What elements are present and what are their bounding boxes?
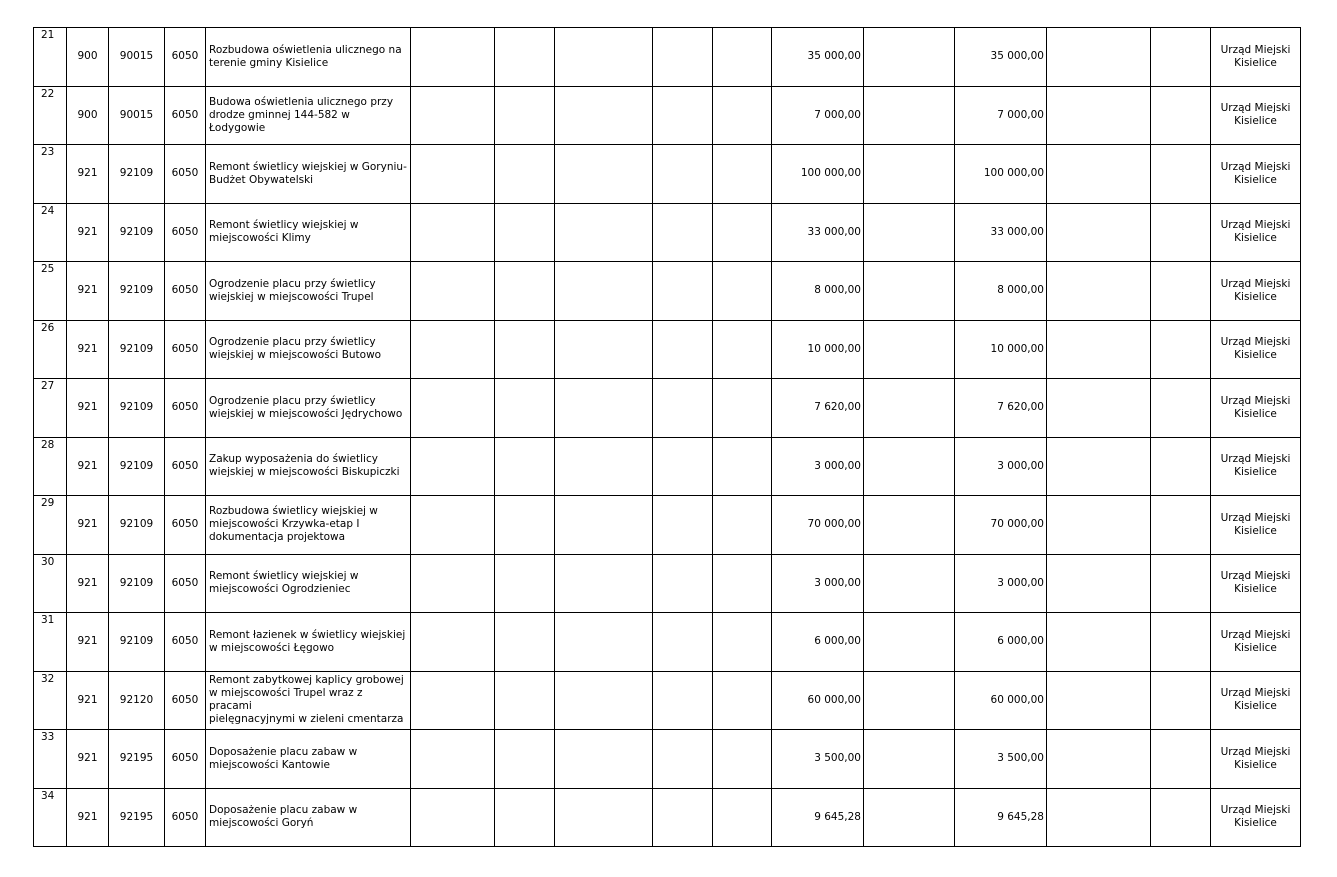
empty-cell [864,28,955,87]
amount-total-cell: 3 000,00 [772,437,864,496]
task-description-cell-line: Ogrodzenie placu przy świetlicy [209,394,376,407]
responsible-unit-cell [1211,28,1301,87]
empty-cell [864,437,955,496]
responsible-unit-cell-line: Kisielice [1234,524,1277,537]
empty-cell [864,730,955,789]
row-number-cell: 29 [34,496,67,555]
task-description-cell-line: miejscowości Goryń [209,817,314,830]
empty-cell [555,496,653,555]
empty-cell [555,671,653,730]
empty-cell [411,262,495,321]
responsible-unit-cell-line: Urząd Miejski [1220,219,1291,232]
empty-cell [653,145,713,204]
empty-cell [1047,671,1151,730]
task-description-cell [206,203,411,262]
responsible-unit-cell [1211,437,1301,496]
amount-total-cell: 7 620,00 [772,379,864,438]
empty-cell [495,203,555,262]
row-number-cell: 26 [34,320,67,379]
empty-cell [495,788,555,847]
table-body [34,28,1301,847]
paragraph-code-cell: 6050 [165,730,206,789]
amount-total-cell: 10 000,00 [772,320,864,379]
responsible-unit-cell [1211,86,1301,145]
responsible-unit-cell-line: Urząd Miejski [1220,394,1291,407]
chapter-code-cell: 92109 [109,613,165,672]
empty-cell [495,145,555,204]
task-description-cell-line: miejscowości Krzywka-etap I [209,518,360,531]
amount-total-cell: 35 000,00 [772,28,864,87]
chapter-code-cell: 92109 [109,379,165,438]
empty-cell [411,145,495,204]
chapter-code-cell: 92120 [109,671,165,730]
task-description-cell-line: Remont świetlicy wiejskiej w [209,570,359,583]
row-number-cell: 30 [34,554,67,613]
paragraph-code-cell: 6050 [165,320,206,379]
row-number-cell: 21 [34,28,67,87]
responsible-unit-cell [1211,730,1301,789]
responsible-unit-cell-line: Kisielice [1234,758,1277,771]
responsible-unit-cell-line: Kisielice [1234,290,1277,303]
empty-cell [411,28,495,87]
responsible-unit-cell-line: Kisielice [1234,817,1277,830]
section-code-cell: 921 [67,788,109,847]
task-description-cell [206,379,411,438]
empty-cell [411,613,495,672]
empty-cell [1047,379,1151,438]
responsible-unit-cell-line: Kisielice [1234,466,1277,479]
empty-cell [495,554,555,613]
task-description-cell-line: drodze gminnej 144-582 w Łodygowie [209,108,350,134]
empty-cell [555,554,653,613]
row-number-cell: 25 [34,262,67,321]
task-description-cell-line: pielęgnacyjnymi w zieleni cmentarza [209,713,404,726]
task-description-cell-line: terenie gminy Kisielice [209,56,329,69]
table-row [34,613,1301,672]
empty-cell [653,203,713,262]
empty-cell [495,86,555,145]
empty-cell [653,320,713,379]
paragraph-code-cell: 6050 [165,671,206,730]
paragraph-code-cell: 6050 [165,788,206,847]
empty-cell [653,496,713,555]
task-description-cell [206,28,411,87]
responsible-unit-cell [1211,788,1301,847]
amount-own-funds-cell: 7 000,00 [955,86,1047,145]
empty-cell [713,379,772,438]
empty-cell [653,379,713,438]
responsible-unit-cell-line: Urząd Miejski [1220,160,1291,173]
section-code-cell: 921 [67,262,109,321]
responsible-unit-cell-line: Urząd Miejski [1220,511,1291,524]
empty-cell [1047,437,1151,496]
task-description-cell-line: Remont świetlicy wiejskiej w [209,219,359,232]
empty-cell [411,86,495,145]
amount-total-cell: 3 500,00 [772,730,864,789]
empty-cell [864,671,955,730]
empty-cell [713,613,772,672]
row-number-cell: 27 [34,379,67,438]
task-description-cell-line: Zakup wyposażenia do świetlicy [209,453,378,466]
section-code-cell: 921 [67,320,109,379]
responsible-unit-cell-line: Kisielice [1234,349,1277,362]
empty-cell [1151,496,1211,555]
empty-cell [495,320,555,379]
paragraph-code-cell: 6050 [165,613,206,672]
task-description-cell-line: Budowa oświetlenia ulicznego przy [209,95,394,108]
table-row [34,496,1301,555]
empty-cell [653,613,713,672]
responsible-unit-cell-line: Urząd Miejski [1220,277,1291,290]
responsible-unit-cell [1211,613,1301,672]
empty-cell [1151,613,1211,672]
task-description-cell-line: Remont łazienek w świetlicy wiejskiej [209,628,406,641]
chapter-code-cell: 92109 [109,554,165,613]
amount-own-funds-cell: 8 000,00 [955,262,1047,321]
empty-cell [411,203,495,262]
table-row [34,145,1301,204]
responsible-unit-cell [1211,203,1301,262]
investment-table [33,27,1301,847]
responsible-unit-cell [1211,320,1301,379]
task-description-cell-line: w miejscowości Łęgowo [209,641,335,654]
empty-cell [1151,554,1211,613]
empty-cell [653,262,713,321]
task-description-cell-line: wiejskiej w miejscowości Jędrychowo [209,407,403,420]
empty-cell [495,437,555,496]
empty-cell [1151,145,1211,204]
amount-own-funds-cell: 35 000,00 [955,28,1047,87]
section-code-cell: 921 [67,145,109,204]
empty-cell [864,145,955,204]
responsible-unit-cell-line: Urząd Miejski [1220,745,1291,758]
amount-total-cell: 7 000,00 [772,86,864,145]
section-code-cell: 921 [67,379,109,438]
empty-cell [555,788,653,847]
empty-cell [411,379,495,438]
empty-cell [1151,730,1211,789]
paragraph-code-cell: 6050 [165,437,206,496]
empty-cell [1151,671,1211,730]
amount-total-cell: 8 000,00 [772,262,864,321]
table-row [34,554,1301,613]
empty-cell [713,28,772,87]
row-number-cell: 33 [34,730,67,789]
empty-cell [555,613,653,672]
empty-cell [864,86,955,145]
empty-cell [411,320,495,379]
amount-own-funds-cell: 10 000,00 [955,320,1047,379]
task-description-cell-line: w miejscowości Trupel wraz z pracami [209,687,363,713]
empty-cell [864,613,955,672]
task-description-cell [206,437,411,496]
responsible-unit-cell [1211,496,1301,555]
empty-cell [411,788,495,847]
row-number-cell: 28 [34,437,67,496]
task-description-cell [206,554,411,613]
task-description-cell-line: Remont świetlicy wiejskiej w Goryniu- [209,160,407,173]
chapter-code-cell: 92109 [109,203,165,262]
amount-own-funds-cell: 3 500,00 [955,730,1047,789]
task-description-cell-line: Ogrodzenie placu przy świetlicy [209,277,376,290]
responsible-unit-cell [1211,262,1301,321]
empty-cell [555,379,653,438]
empty-cell [1047,262,1151,321]
amount-total-cell: 6 000,00 [772,613,864,672]
empty-cell [1151,320,1211,379]
task-description-cell [206,671,411,730]
chapter-code-cell: 92109 [109,496,165,555]
task-description-cell [206,613,411,672]
empty-cell [653,554,713,613]
empty-cell [411,437,495,496]
empty-cell [713,203,772,262]
empty-cell [411,496,495,555]
amount-own-funds-cell: 3 000,00 [955,554,1047,613]
task-description-cell [206,262,411,321]
task-description-cell [206,145,411,204]
chapter-code-cell: 92195 [109,730,165,789]
empty-cell [1151,788,1211,847]
amount-total-cell: 3 000,00 [772,554,864,613]
amount-total-cell: 60 000,00 [772,671,864,730]
empty-cell [555,28,653,87]
empty-cell [1047,86,1151,145]
paragraph-code-cell: 6050 [165,203,206,262]
empty-cell [653,437,713,496]
responsible-unit-cell-line: Kisielice [1234,700,1277,713]
empty-cell [713,496,772,555]
chapter-code-cell: 92195 [109,788,165,847]
amount-total-cell: 33 000,00 [772,203,864,262]
paragraph-code-cell: 6050 [165,554,206,613]
empty-cell [653,671,713,730]
chapter-code-cell: 90015 [109,86,165,145]
section-code-cell: 921 [67,437,109,496]
empty-cell [1151,262,1211,321]
empty-cell [1047,613,1151,672]
empty-cell [713,262,772,321]
empty-cell [713,437,772,496]
section-code-cell: 900 [67,28,109,87]
task-description-cell-line: Rozbudowa świetlicy wiejskiej w [209,505,378,518]
task-description-cell [206,788,411,847]
empty-cell [653,730,713,789]
task-description-cell-line: wiejskiej w miejscowości Trupel [209,290,374,303]
table-row [34,437,1301,496]
empty-cell [495,613,555,672]
task-description-cell-line: Doposażenie placu zabaw w [209,804,358,817]
amount-own-funds-cell: 100 000,00 [955,145,1047,204]
empty-cell [411,554,495,613]
empty-cell [555,145,653,204]
responsible-unit-cell-line: Kisielice [1234,641,1277,654]
table-row [34,320,1301,379]
empty-cell [495,262,555,321]
task-description-cell-line: miejscowości Kantowie [209,758,330,771]
task-description-cell-line: wiejskiej w miejscowości Biskupiczki [209,466,400,479]
task-description-cell-line: Doposażenie placu zabaw w [209,745,358,758]
table-row [34,671,1301,730]
amount-total-cell: 70 000,00 [772,496,864,555]
task-description-cell [206,730,411,789]
amount-total-cell: 9 645,28 [772,788,864,847]
responsible-unit-cell [1211,554,1301,613]
paragraph-code-cell: 6050 [165,379,206,438]
empty-cell [653,86,713,145]
responsible-unit-cell [1211,379,1301,438]
responsible-unit-cell-line: Urząd Miejski [1220,43,1291,56]
empty-cell [1151,437,1211,496]
chapter-code-cell: 90015 [109,28,165,87]
empty-cell [864,554,955,613]
empty-cell [713,86,772,145]
empty-cell [1151,28,1211,87]
amount-own-funds-cell: 3 000,00 [955,437,1047,496]
empty-cell [864,262,955,321]
table-row [34,203,1301,262]
empty-cell [653,788,713,847]
table-row [34,262,1301,321]
section-code-cell: 921 [67,496,109,555]
paragraph-code-cell: 6050 [165,86,206,145]
empty-cell [1047,554,1151,613]
section-code-cell: 921 [67,203,109,262]
row-number-cell: 34 [34,788,67,847]
empty-cell [713,730,772,789]
empty-cell [864,320,955,379]
responsible-unit-cell-line: Kisielice [1234,407,1277,420]
empty-cell [495,28,555,87]
paragraph-code-cell: 6050 [165,145,206,204]
row-number-cell: 32 [34,671,67,730]
empty-cell [864,203,955,262]
table-row [34,86,1301,145]
task-description-cell-line: Budżet Obywatelski [209,173,314,186]
empty-cell [555,203,653,262]
amount-own-funds-cell: 33 000,00 [955,203,1047,262]
responsible-unit-cell-line: Urząd Miejski [1220,336,1291,349]
amount-own-funds-cell: 7 620,00 [955,379,1047,438]
section-code-cell: 921 [67,554,109,613]
empty-cell [495,671,555,730]
responsible-unit-cell-line: Kisielice [1234,583,1277,596]
chapter-code-cell: 92109 [109,145,165,204]
section-code-cell: 900 [67,86,109,145]
empty-cell [864,788,955,847]
empty-cell [411,671,495,730]
empty-cell [555,262,653,321]
paragraph-code-cell: 6050 [165,28,206,87]
empty-cell [713,145,772,204]
section-code-cell: 921 [67,730,109,789]
empty-cell [495,496,555,555]
row-number-cell: 22 [34,86,67,145]
empty-cell [1047,145,1151,204]
empty-cell [713,320,772,379]
section-code-cell: 921 [67,671,109,730]
empty-cell [1047,320,1151,379]
empty-cell [713,554,772,613]
responsible-unit-cell-line: Kisielice [1234,56,1277,69]
task-description-cell-line: dokumentacja projektowa [209,531,346,544]
empty-cell [555,320,653,379]
empty-cell [1047,730,1151,789]
empty-cell [555,86,653,145]
amount-own-funds-cell: 6 000,00 [955,613,1047,672]
responsible-unit-cell-line: Urząd Miejski [1220,453,1291,466]
empty-cell [1151,86,1211,145]
responsible-unit-cell [1211,671,1301,730]
empty-cell [713,788,772,847]
row-number-cell: 24 [34,203,67,262]
task-description-cell-line: Ogrodzenie placu przy świetlicy [209,336,376,349]
task-description-cell-line: Remont zabytkowej kaplicy grobowej [209,674,404,687]
empty-cell [653,28,713,87]
empty-cell [1047,788,1151,847]
amount-total-cell: 100 000,00 [772,145,864,204]
empty-cell [864,496,955,555]
chapter-code-cell: 92109 [109,437,165,496]
empty-cell [1151,203,1211,262]
empty-cell [495,730,555,789]
table-row [34,379,1301,438]
empty-cell [1047,28,1151,87]
amount-own-funds-cell: 9 645,28 [955,788,1047,847]
task-description-cell-line: wiejskiej w miejscowości Butowo [209,349,382,362]
responsible-unit-cell-line: Urząd Miejski [1220,804,1291,817]
table-row [34,28,1301,87]
row-number-cell: 31 [34,613,67,672]
responsible-unit-cell-line: Urząd Miejski [1220,628,1291,641]
task-description-cell-line: Rozbudowa oświetlenia ulicznego na [209,43,402,56]
responsible-unit-cell-line: Kisielice [1234,173,1277,186]
responsible-unit-cell-line: Kisielice [1234,232,1277,245]
chapter-code-cell: 92109 [109,262,165,321]
responsible-unit-cell [1211,145,1301,204]
task-description-cell-line: miejscowości Klimy [209,232,311,245]
empty-cell [411,730,495,789]
task-description-cell-line: miejscowości Ogrodzieniec [209,583,351,596]
paragraph-code-cell: 6050 [165,262,206,321]
task-description-cell [206,320,411,379]
chapter-code-cell: 92109 [109,320,165,379]
table-row [34,730,1301,789]
empty-cell [555,437,653,496]
empty-cell [555,730,653,789]
responsible-unit-cell-line: Urząd Miejski [1220,687,1291,700]
task-description-cell [206,86,411,145]
row-number-cell: 23 [34,145,67,204]
empty-cell [713,671,772,730]
empty-cell [495,379,555,438]
responsible-unit-cell-line: Kisielice [1234,115,1277,128]
table-row [34,788,1301,847]
section-code-cell: 921 [67,613,109,672]
empty-cell [1151,379,1211,438]
amount-own-funds-cell: 70 000,00 [955,496,1047,555]
task-description-cell [206,496,411,555]
empty-cell [1047,496,1151,555]
paragraph-code-cell: 6050 [165,496,206,555]
responsible-unit-cell-line: Urząd Miejski [1220,570,1291,583]
responsible-unit-cell-line: Urząd Miejski [1220,102,1291,115]
amount-own-funds-cell: 60 000,00 [955,671,1047,730]
empty-cell [864,379,955,438]
empty-cell [1047,203,1151,262]
